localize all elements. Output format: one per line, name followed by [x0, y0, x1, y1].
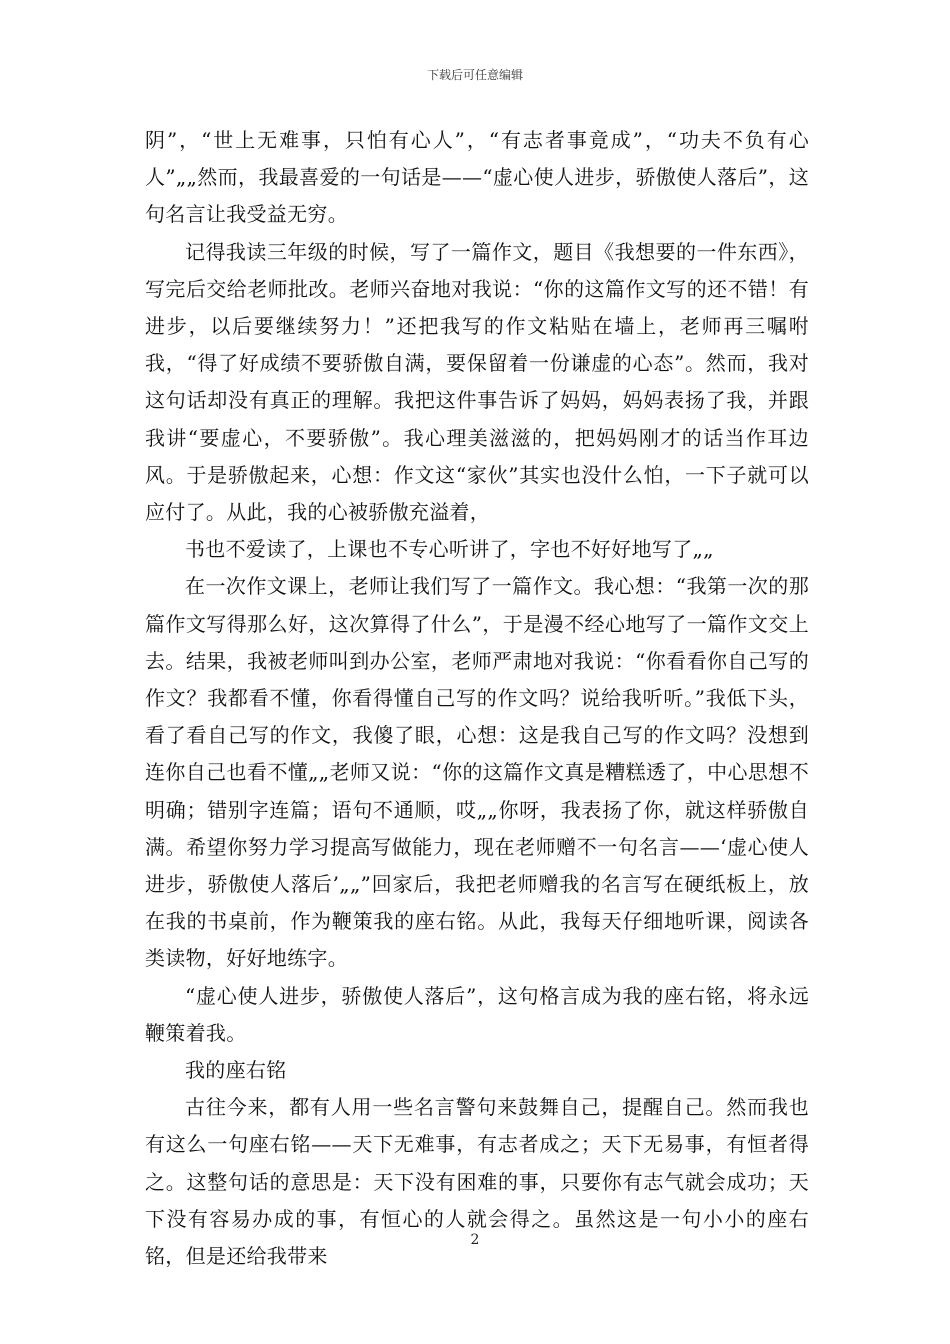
- paragraph-5: “虚心使人进步，骄傲使人落后”，这句格言成为我的座右铭，将永远鞭策着我。: [145, 983, 809, 1045]
- paragraph-3: 书也不爱读了，上课也不专心听讲了，字也不好好地写了„„: [185, 537, 714, 562]
- page-number: 2: [470, 1232, 480, 1248]
- paragraph-4: 在一次作文课上，老师让我们写了一篇作文。我心想：“我第一次的那篇作文写得那么好，这次算得了什么”，于是漫不经心地写了一篇作文交上去。结果，我被老师叫到办公室，老师严肃地对我说：“你看看你自己写的作文？我都看不懂，你看得懂自己写的作文吗？说给我听听。”我低下头，看了看自己写的作文，我傻了眼，心想：这是我自己写的作文吗？没想到连你自己也看不懂„„老师又说：“你的这篇作文真是糟糕透了，中心思想不明确；错别字连篇；语句不通顺，哎„„你呀，我表扬了你，就这样骄傲自满。希望你努力学习提高写做能力，现在老师赠不一句名言——‘虚心使人进步，骄傲使人落后’„„”回家后，我把老师赠我的名言写在硬纸板上，放在我的书桌前，作为鞭策我的座右铭。从此，我每天仔细地听课，阅读各类读物，好好地练字。: [145, 574, 809, 971]
- paragraph-6: 古往今来，都有人用一些名言警句来鼓舞自己，提醒自己。然而我也有这么一句座右铭——天下无难事，有志者成之；天下无易事，有恒者得之。这整句话的意思是：天下没有困难的事，只要你有志气就会成功；天下没有容易办成的事，有恒心的人就会得之。虽然这是一句小小的座右铭，但是还给我带来: [145, 1095, 809, 1269]
- section-heading: 我的座右铭: [185, 1058, 287, 1083]
- page-header: 下载后可任意编辑: [426, 68, 523, 82]
- paragraph-1: 阴”，“世上无难事，只怕有心人”，“有志者事竟成”，“功夫不负有心人”„„然而，我最喜爱的一句话是——“虚心使人进步，骄傲使人落后”，这句名言让我受益无穷。: [145, 128, 809, 227]
- paragraph-2: 记得我读三年级的时候，写了一篇作文，题目《我想要的一件东西》，写完后交给老师批改。老师兴奋地对我说：“你的这篇作文写的还不错！有进步，以后要继续努力！”还把我写的作文粘贴在墙上，老师再三嘱咐我，“得了好成绩不要骄傲自满，要保留着一份谦虚的心态”。然而，我对这句话却没有真正的理解。我把这件事告诉了妈妈，妈妈表扬了我，并跟我讲“要虚心，不要骄傲”。我心理美滋滋的，把妈妈刚才的话当作耳边风。于是骄傲起来，心想：作文这“家伙”其实也没什么怕，一下子就可以应付了。从此，我的心被骄傲充溢着，: [145, 239, 809, 525]
- document-body: [145, 122, 809, 1275]
